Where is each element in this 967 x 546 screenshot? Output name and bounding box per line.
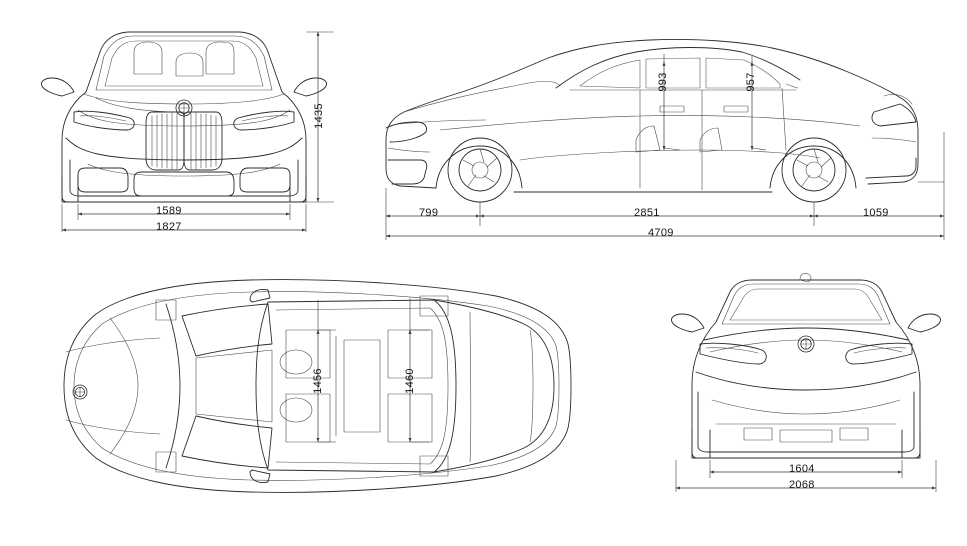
dim-label-front-headroom: 993: [657, 72, 669, 92]
dim-label-overall-length: 4709: [648, 227, 674, 239]
dim-label-front-height: 1435: [313, 103, 325, 129]
dim-label-wheelbase: 2851: [634, 207, 660, 219]
dim-label-front-shoulder-room: 1456: [312, 368, 324, 394]
dim-label-width-with-mirrors: 2068: [789, 479, 815, 491]
dim-label-front-overhang: 799: [419, 207, 439, 219]
rear-view: [671, 273, 940, 492]
dim-label-rear-track: 1604: [789, 463, 815, 475]
dim-label-rear-shoulder-room: 1460: [404, 368, 416, 394]
dim-label-front-width: 1827: [156, 221, 182, 233]
dim-label-front-track: 1589: [156, 205, 182, 217]
dim-label-rear-overhang: 1059: [863, 207, 889, 219]
front-view: [41, 32, 334, 232]
dim-label-rear-headroom: 957: [745, 72, 757, 92]
